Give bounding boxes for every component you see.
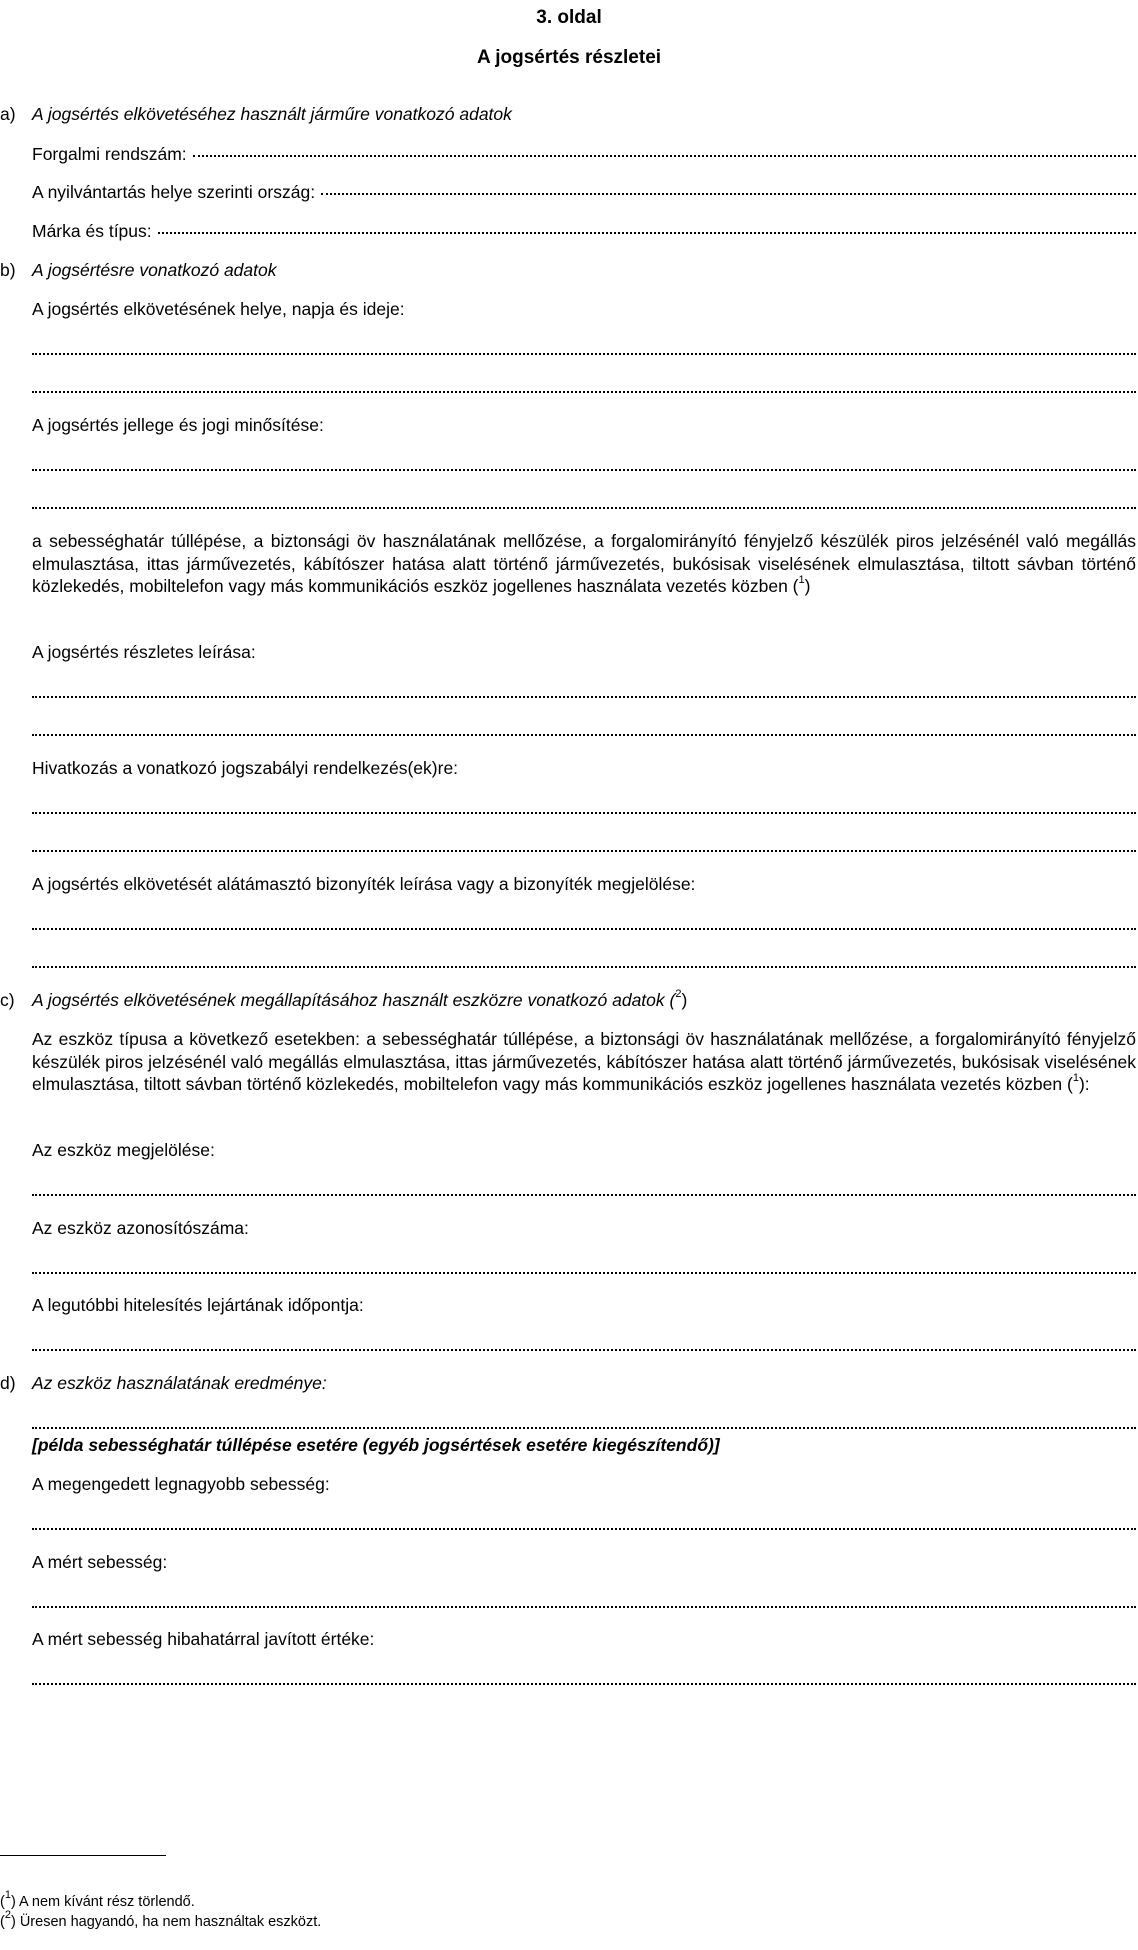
place-date-label: A jogsértés elkövetésének helye, napja és ideje:: [32, 299, 405, 319]
measured-speed-line[interactable]: [32, 1606, 1136, 1608]
footnote-ref-1: 1: [798, 574, 805, 587]
make-label: Márka és típus:: [32, 221, 152, 241]
max-speed-label: A megengedett legnagyobb sebesség:: [32, 1474, 330, 1494]
section-c-marker: c): [0, 990, 15, 1010]
section-a-marker: a): [0, 104, 16, 124]
footnote-ref-2: 2: [675, 988, 682, 1001]
offence-list-text: a sebességhatár túllépése, a biztonsági öv használatának mellőzése, a forgalomirányító fényjelző készülék piros jelzésénél való megállás elmulasztása, ittas járművezetés, kábítószer hatása alatt történő járművezetés, bukósisak viselésének elmulasztása, tiltott sávban történő közlekedés, mobiltelefon vagy más kommunikációs eszköz jogellenes használata vezetés közben (: [32, 531, 1136, 596]
offence-list-end: ): [804, 576, 811, 596]
footnote-2: ($^2$) Üresen hagyandó, ha nem használtak eszközt.: [0, 1909, 322, 1930]
footnote-ref-1b: 1: [1072, 1072, 1079, 1085]
device-id-label: Az eszköz azonosítószáma:: [32, 1218, 249, 1238]
place-date-line-1[interactable]: [32, 353, 1136, 355]
page-label: 3. oldal: [536, 7, 602, 28]
corrected-speed-line[interactable]: [32, 1683, 1136, 1685]
max-speed-line[interactable]: [32, 1528, 1136, 1530]
section-b-marker: b): [0, 260, 16, 280]
description-line-2[interactable]: [32, 734, 1136, 736]
footnote-2-text: Üresen hagyandó, ha nem használtak eszközt.: [19, 1914, 322, 1930]
nature-line-2[interactable]: [32, 507, 1136, 509]
nature-label: A jogsértés jellege és jogi minősítése:: [32, 415, 324, 435]
footnote-separator: [0, 1855, 166, 1856]
section-c-heading-end: ): [681, 990, 688, 1010]
result-line[interactable]: [32, 1427, 1136, 1429]
device-type-paragraph: [32, 1028, 1136, 1096]
plate-dotted-line[interactable]: [193, 155, 1136, 157]
legal-ref-label: Hivatkozás a vonatkozó jogszabályi rendelkezés(ek)re:: [32, 758, 459, 778]
description-line-1[interactable]: [32, 696, 1136, 698]
legal-ref-line-2[interactable]: [32, 850, 1136, 852]
plate-field[interactable]: [32, 143, 1136, 166]
footnote-1-text: A nem kívánt rész törlendő.: [19, 1894, 195, 1910]
footnote-1: ($^1$) A nem kívánt rész törlendő.: [0, 1889, 195, 1910]
section-a-heading: A jogsértés elkövetéséhez használt járműre vonatkozó adatok: [32, 104, 512, 124]
section-b-heading: A jogsértésre vonatkozó adatok: [32, 260, 277, 280]
measured-speed-label: A mért sebesség:: [32, 1552, 168, 1572]
section-c-heading-text: A jogsértés elkövetésének megállapításához használt eszközre vonatkozó adatok (: [32, 990, 676, 1010]
corrected-speed-label: A mért sebesség hibahatárral javított értéke:: [32, 1629, 375, 1649]
make-field[interactable]: [32, 220, 1136, 243]
section-d-heading: Az eszköz használatának eredménye:: [32, 1373, 327, 1393]
plate-label: Forgalmi rendszám:: [32, 144, 187, 164]
device-name-line[interactable]: [32, 1194, 1136, 1196]
country-field[interactable]: [32, 181, 1136, 204]
device-id-line[interactable]: [32, 1272, 1136, 1274]
device-type-text: Az eszköz típusa a következő esetekben: a sebességhatár túllépése, a biztonsági öv használatának mellőzése, a forgalomirányító fényjelző készülék piros jelzésénél való megállás elmulasztása, ittas járművezetés, kábítószer hatása alatt történő járművezetés, bukósisak viselésének elmulasztása, tiltott sávban történő közlekedés, mobiltelefon vagy más kommunikációs eszköz jogellenes használata vezetés közben (: [32, 1029, 1136, 1094]
place-date-line-2[interactable]: [32, 391, 1136, 393]
description-label: A jogsértés részletes leírása:: [32, 642, 256, 662]
section-d-marker: d): [0, 1373, 16, 1393]
example-note: [példa sebességhatár túllépése esetére (egyéb jogsértések esetére kiegészítendő)]: [32, 1435, 720, 1455]
device-name-label: Az eszköz megjelölése:: [32, 1140, 215, 1160]
evidence-line-2[interactable]: [32, 966, 1136, 968]
evidence-label: A jogsértés elkövetését alátámasztó bizonyíték leírása vagy a bizonyíték megjelölése:: [32, 874, 696, 894]
country-dotted-line[interactable]: [321, 193, 1136, 195]
page-title: A jogsértés részletei: [476, 47, 662, 68]
footnote-1-ref: 1: [4, 1889, 11, 1902]
calibration-label: A legutóbbi hitelesítés lejártának időpontja:: [32, 1295, 364, 1315]
footnote-2-ref: 2: [4, 1909, 11, 1922]
country-label: A nyilvántartás helye szerinti ország:: [32, 182, 316, 202]
calibration-line[interactable]: [32, 1349, 1136, 1351]
make-dotted-line[interactable]: [158, 232, 1136, 234]
offence-list: [32, 530, 1136, 598]
section-c-heading: [32, 989, 687, 1012]
device-type-end: ):: [1078, 1074, 1090, 1094]
nature-line-1[interactable]: [32, 469, 1136, 471]
evidence-line-1[interactable]: [32, 928, 1136, 930]
legal-ref-line-1[interactable]: [32, 812, 1136, 814]
